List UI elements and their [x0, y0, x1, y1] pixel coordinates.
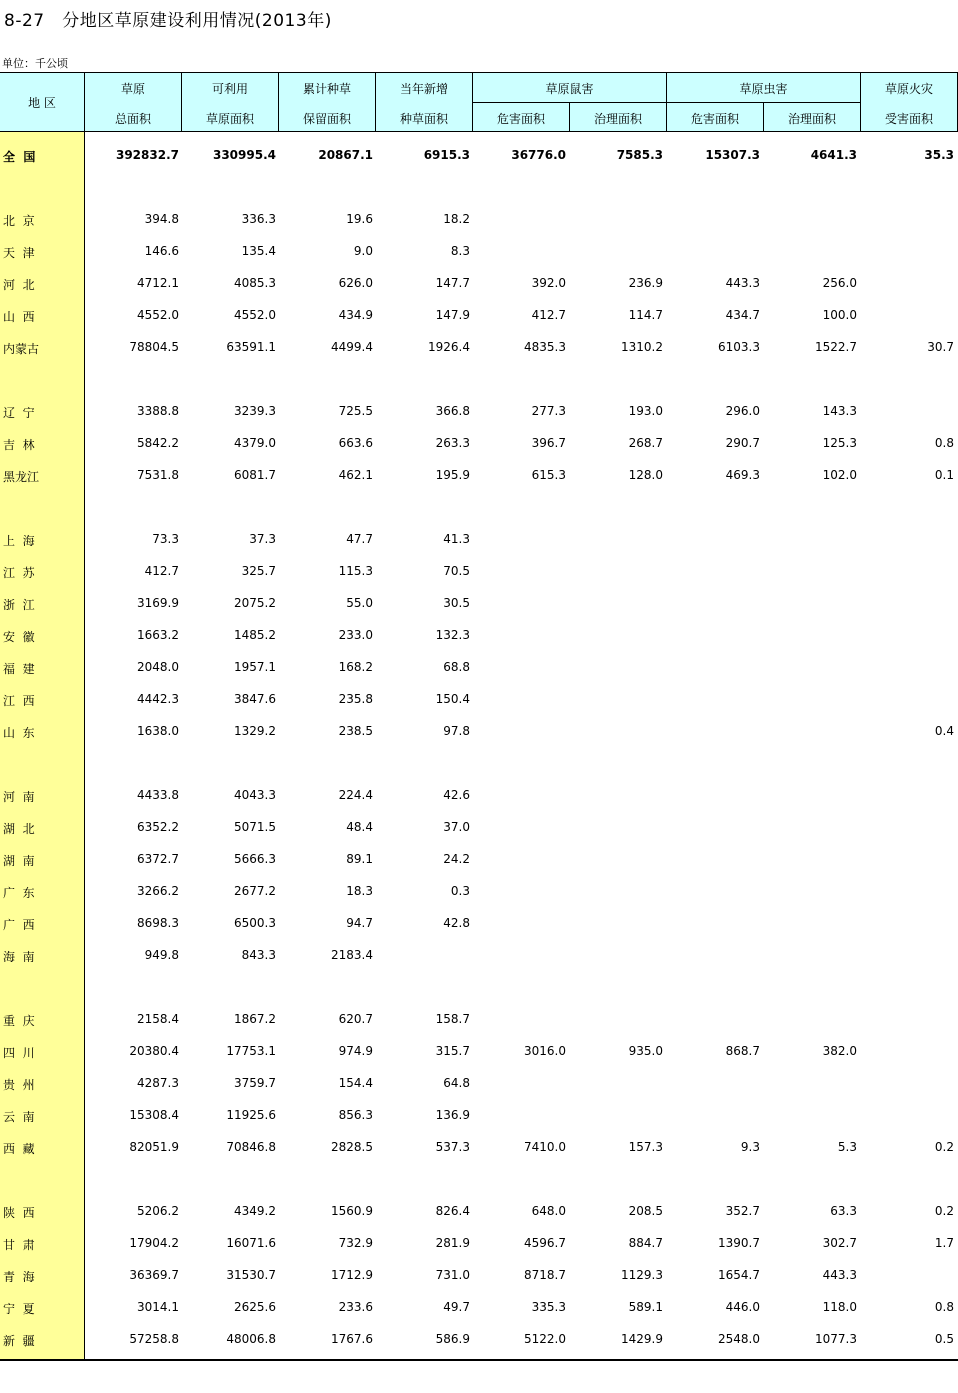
table-cell: 37.0: [443, 820, 470, 834]
table-cell: 30.7: [927, 340, 954, 354]
table-cell: 648.0: [531, 1204, 566, 1218]
table-cell: 136.9: [435, 1108, 470, 1122]
table-row: [0, 689, 958, 709]
table-cell: 626.0: [338, 276, 373, 290]
header-usable-area-sub: 草原面积: [205, 112, 254, 126]
table-cell: 18.2: [443, 212, 470, 226]
table-cell: 118.0: [822, 1300, 857, 1314]
table-cell: 1663.2: [137, 628, 179, 642]
table-cell: 114.7: [628, 308, 663, 322]
table-cell: 0.4: [934, 724, 954, 738]
header-insect-control: 治理面积: [787, 112, 836, 126]
region-column-background: [0, 72, 84, 1359]
table-cell: 8.3: [450, 244, 470, 258]
table-cell: 41.3: [443, 532, 470, 546]
region-name: 贵 州: [3, 1078, 35, 1092]
table-cell: 115.3: [338, 564, 373, 578]
table-row: [0, 561, 958, 581]
table-row: [0, 913, 958, 933]
table-row: [0, 337, 958, 357]
table-bottom-border: [0, 1359, 958, 1361]
table-row: [0, 625, 958, 645]
table-cell: 18.3: [346, 884, 373, 898]
table-cell: 336.3: [241, 212, 276, 226]
table-cell: 125.3: [822, 436, 857, 450]
table-cell: 102.0: [822, 468, 857, 482]
table-cell: 281.9: [435, 1236, 470, 1250]
table-cell: 4085.3: [234, 276, 276, 290]
table-cell: 3014.1: [137, 1300, 179, 1314]
table-cell: 1638.0: [137, 724, 179, 738]
table-cell: 157.3: [628, 1140, 663, 1154]
table-cell: 663.6: [338, 436, 373, 450]
region-name: 北 京: [3, 214, 35, 228]
table-cell: 392832.7: [115, 148, 179, 162]
table-cell: 150.4: [435, 692, 470, 706]
region-name: 内蒙古: [3, 342, 40, 356]
table-cell: 94.7: [346, 916, 373, 930]
table-cell: 731.0: [435, 1268, 470, 1282]
table-cell: 132.3: [435, 628, 470, 642]
table-cell: 4835.3: [524, 340, 566, 354]
table-cell: 6352.2: [137, 820, 179, 834]
table-cell: 366.8: [435, 404, 470, 418]
table-cell: 63591.1: [226, 340, 276, 354]
table-cell: 732.9: [338, 1236, 373, 1250]
table-cell: 434.7: [725, 308, 760, 322]
table-cell: 7410.0: [524, 1140, 566, 1154]
table-row: [0, 721, 958, 741]
region-name: 重 庆: [3, 1014, 35, 1028]
table-cell: 335.3: [531, 1300, 566, 1314]
table-row: [0, 945, 958, 965]
region-name: 云 南: [3, 1110, 35, 1124]
table-cell: 2158.4: [137, 1012, 179, 1026]
table-cell: 89.1: [346, 852, 373, 866]
table-cell: 9.0: [353, 244, 373, 258]
table-cell: 168.2: [338, 660, 373, 674]
table-row: [0, 1297, 958, 1317]
table-cell: 64.8: [443, 1076, 470, 1090]
table-cell: 620.7: [338, 1012, 373, 1026]
table-cell: 277.3: [531, 404, 566, 418]
table-row: [0, 209, 958, 229]
table-cell: 19.6: [346, 212, 373, 226]
table-cell: 443.3: [822, 1268, 857, 1282]
table-cell: 147.9: [435, 308, 470, 322]
region-name: 江 西: [3, 694, 35, 708]
region-name: 浙 江: [3, 598, 35, 612]
table-cell: 382.0: [822, 1044, 857, 1058]
table-cell: 63.3: [830, 1204, 857, 1218]
table-cell: 5666.3: [234, 852, 276, 866]
header-total-area-sub: 总面积: [114, 112, 151, 126]
table-cell: 55.0: [346, 596, 373, 610]
region-name: 甘 肃: [3, 1238, 35, 1252]
table-cell: 135.4: [241, 244, 276, 258]
table-cell: 935.0: [628, 1044, 663, 1058]
region-name: 广 西: [3, 918, 35, 932]
table-cell: 1957.1: [234, 660, 276, 674]
table-cell: 6372.7: [137, 852, 179, 866]
region-name: 山 东: [3, 726, 35, 740]
table-cell: 263.3: [435, 436, 470, 450]
table-cell: 158.7: [435, 1012, 470, 1026]
table-cell: 15307.3: [705, 148, 760, 162]
table-cell: 394.8: [144, 212, 179, 226]
table-cell: 4379.0: [234, 436, 276, 450]
table-row: [0, 1009, 958, 1029]
table-cell: 0.1: [934, 468, 954, 482]
table-cell: 412.7: [144, 564, 179, 578]
table-cell: 82051.9: [129, 1140, 179, 1154]
table-cell: 235.8: [338, 692, 373, 706]
table-cell: 42.8: [443, 916, 470, 930]
table-cell: 37.3: [249, 532, 276, 546]
region-name: 吉 林: [3, 438, 35, 452]
table-cell: 4641.3: [810, 148, 857, 162]
table-cell: 4433.8: [137, 788, 179, 802]
table-cell: 8698.3: [137, 916, 179, 930]
table-cell: 256.0: [822, 276, 857, 290]
table-row: [0, 657, 958, 677]
table-row: [0, 1137, 958, 1157]
header-planted-retained-sub: 保留面积: [302, 112, 351, 126]
table-cell: 302.7: [822, 1236, 857, 1250]
header-region: 地 区: [28, 96, 56, 110]
table-cell: 3759.7: [234, 1076, 276, 1090]
region-name: 新 疆: [3, 1334, 35, 1348]
table-cell: 3239.3: [234, 404, 276, 418]
table-cell: 17904.2: [129, 1236, 179, 1250]
table-row: [0, 273, 958, 293]
region-name: 黑龙江: [3, 470, 40, 484]
header-fire: 草原火灾: [884, 82, 933, 96]
table-cell: 1329.2: [234, 724, 276, 738]
table-cell: 1.7: [934, 1236, 954, 1250]
table-cell: 36369.7: [129, 1268, 179, 1282]
header-total-area: 草原: [120, 82, 145, 96]
region-name: 安 徽: [3, 630, 35, 644]
table-row: [0, 1265, 958, 1285]
table-cell: 35.3: [924, 148, 954, 162]
table-cell: 2677.2: [234, 884, 276, 898]
table-cell: 5206.2: [137, 1204, 179, 1218]
table-row: [0, 241, 958, 261]
table-cell: 3169.9: [137, 596, 179, 610]
table-cell: 48.4: [346, 820, 373, 834]
table-cell: 3847.6: [234, 692, 276, 706]
table-cell: 208.5: [628, 1204, 663, 1218]
table-cell: 826.4: [435, 1204, 470, 1218]
region-name: 河 南: [3, 790, 35, 804]
table-cell: 36776.0: [511, 148, 566, 162]
table-row: [0, 1041, 958, 1061]
header-rodent-damage: 危害面积: [496, 112, 545, 126]
table-cell: 70846.8: [226, 1140, 276, 1154]
table-cell: 268.7: [628, 436, 663, 450]
table-cell: 462.1: [338, 468, 373, 482]
table-cell: 30.5: [443, 596, 470, 610]
table-cell: 11925.6: [226, 1108, 276, 1122]
table-cell: 3266.2: [137, 884, 179, 898]
table-cell: 1485.2: [234, 628, 276, 642]
table-row: [0, 881, 958, 901]
header-usable-area: 可利用: [211, 82, 248, 96]
table-cell: 147.7: [435, 276, 470, 290]
table-cell: 1077.3: [815, 1332, 857, 1346]
table-cell: 589.1: [628, 1300, 663, 1314]
table-cell: 154.4: [338, 1076, 373, 1090]
table-row: [0, 1201, 958, 1221]
table-cell: 434.9: [338, 308, 373, 322]
header-new-planted: 当年新增: [399, 82, 448, 96]
table-row: [0, 785, 958, 805]
table-cell: 97.8: [443, 724, 470, 738]
table-cell: 224.4: [338, 788, 373, 802]
table-cell: 296.0: [725, 404, 760, 418]
table-row: [0, 593, 958, 613]
table-row: [0, 1233, 958, 1253]
table-cell: 6500.3: [234, 916, 276, 930]
table-cell: 615.3: [531, 468, 566, 482]
table-cell: 0.8: [934, 436, 954, 450]
table-cell: 2075.2: [234, 596, 276, 610]
table-cell: 392.0: [531, 276, 566, 290]
table-cell: 1310.2: [621, 340, 663, 354]
table-cell: 146.6: [144, 244, 179, 258]
region-name: 天 津: [3, 246, 35, 260]
header-rodent-control: 治理面积: [593, 112, 642, 126]
table-row: [0, 305, 958, 325]
table-cell: 238.5: [338, 724, 373, 738]
table-cell: 8718.7: [524, 1268, 566, 1282]
header-planted-retained: 累计种草: [302, 82, 351, 96]
region-name: 海 南: [3, 950, 35, 964]
region-name: 四 川: [3, 1046, 35, 1060]
table-cell: 233.6: [338, 1300, 373, 1314]
table-cell: 2625.6: [234, 1300, 276, 1314]
table-cell: 6081.7: [234, 468, 276, 482]
header-new-planted-sub: 种草面积: [399, 112, 448, 126]
table-cell: 70.5: [443, 564, 470, 578]
table-cell: 73.3: [152, 532, 179, 546]
region-name: 陕 西: [3, 1206, 35, 1220]
table-cell: 412.7: [531, 308, 566, 322]
table-cell: 974.9: [338, 1044, 373, 1058]
table-cell: 1390.7: [718, 1236, 760, 1250]
table-cell: 1560.9: [331, 1204, 373, 1218]
table-row: [0, 817, 958, 837]
table-cell: 446.0: [725, 1300, 760, 1314]
table-cell: 5122.0: [524, 1332, 566, 1346]
table-cell: 31530.7: [226, 1268, 276, 1282]
table-cell: 2828.5: [331, 1140, 373, 1154]
table-cell: 4287.3: [137, 1076, 179, 1090]
region-name: 湖 北: [3, 822, 35, 836]
table-cell: 843.3: [241, 948, 276, 962]
table-cell: 57258.8: [129, 1332, 179, 1346]
table-cell: 0.8: [934, 1300, 954, 1314]
table-cell: 725.5: [338, 404, 373, 418]
table-cell: 868.7: [725, 1044, 760, 1058]
region-name: 江 苏: [3, 566, 35, 580]
table-cell: 49.7: [443, 1300, 470, 1314]
table-cell: 1867.2: [234, 1012, 276, 1026]
table-cell: 325.7: [241, 564, 276, 578]
table-cell: 0.5: [934, 1332, 954, 1346]
table-cell: 3016.0: [524, 1044, 566, 1058]
table-row: [0, 433, 958, 453]
table-cell: 330995.4: [212, 148, 276, 162]
region-name: 湖 南: [3, 854, 35, 868]
table-row: [0, 401, 958, 421]
table-cell: 4043.3: [234, 788, 276, 802]
table-cell: 128.0: [628, 468, 663, 482]
region-name: 宁 夏: [3, 1302, 35, 1316]
table-cell: 143.3: [822, 404, 857, 418]
region-name: 山 西: [3, 310, 35, 324]
table-row: [0, 529, 958, 549]
table-cell: 1767.6: [331, 1332, 373, 1346]
table-cell: 4349.2: [234, 1204, 276, 1218]
table-cell: 949.8: [144, 948, 179, 962]
table-cell: 1429.9: [621, 1332, 663, 1346]
table-cell: 6915.3: [423, 148, 470, 162]
region-name: 全 国: [3, 150, 36, 164]
table-cell: 0.2: [934, 1204, 954, 1218]
region-name: 西 藏: [3, 1142, 35, 1156]
table-cell: 236.9: [628, 276, 663, 290]
region-name: 广 东: [3, 886, 35, 900]
header-bottom-border: [0, 131, 958, 132]
table-cell: 315.7: [435, 1044, 470, 1058]
table-cell: 537.3: [435, 1140, 470, 1154]
table-cell: 7531.8: [137, 468, 179, 482]
table-row: [0, 1329, 958, 1349]
table-cell: 4596.7: [524, 1236, 566, 1250]
header-insect-damage: 危害面积: [690, 112, 739, 126]
table-cell: 78804.5: [129, 340, 179, 354]
table-cell: 68.8: [443, 660, 470, 674]
table-cell: 1926.4: [428, 340, 470, 354]
table-cell: 4712.1: [137, 276, 179, 290]
table-cell: 5071.5: [234, 820, 276, 834]
table-cell: 9.3: [740, 1140, 760, 1154]
table-cell: 6103.3: [718, 340, 760, 354]
table-cell: 5842.2: [137, 436, 179, 450]
table-cell: 0.2: [934, 1140, 954, 1154]
table-row: [0, 849, 958, 869]
table-row: [0, 465, 958, 485]
region-name: 福 建: [3, 662, 35, 676]
table-cell: 2048.0: [137, 660, 179, 674]
table-cell: 5.3: [837, 1140, 857, 1154]
region-column-border: [84, 72, 85, 1360]
region-name: 河 北: [3, 278, 35, 292]
region-name: 辽 宁: [3, 406, 35, 420]
page-title: 8-27 分地区草原建设利用情况(2013年): [4, 11, 332, 31]
table-cell: 195.9: [435, 468, 470, 482]
header-top-border: [0, 72, 958, 73]
table-row: [0, 1105, 958, 1125]
region-name: 青 海: [3, 1270, 35, 1284]
table-cell: 7585.3: [616, 148, 663, 162]
table-cell: 884.7: [628, 1236, 663, 1250]
table-cell: 290.7: [725, 436, 760, 450]
table-cell: 586.9: [435, 1332, 470, 1346]
table-cell: 469.3: [725, 468, 760, 482]
table-cell: 48006.8: [226, 1332, 276, 1346]
table-cell: 3388.8: [137, 404, 179, 418]
table-cell: 0.3: [450, 884, 470, 898]
table-cell: 352.7: [725, 1204, 760, 1218]
table-cell: 233.0: [338, 628, 373, 642]
table-cell: 16071.6: [226, 1236, 276, 1250]
table-cell: 443.3: [725, 276, 760, 290]
table-cell: 856.3: [338, 1108, 373, 1122]
header-insect-group: 草原虫害: [739, 82, 788, 96]
table-cell: 24.2: [443, 852, 470, 866]
table-cell: 15308.4: [129, 1108, 179, 1122]
table-cell: 193.0: [628, 404, 663, 418]
table-cell: 1654.7: [718, 1268, 760, 1282]
table-cell: 1712.9: [331, 1268, 373, 1282]
table-cell: 1129.3: [621, 1268, 663, 1282]
table-cell: 20867.1: [318, 148, 373, 162]
table-cell: 4499.4: [331, 340, 373, 354]
table-cell: 2183.4: [331, 948, 373, 962]
table-cell: 4442.3: [137, 692, 179, 706]
table-cell: 2548.0: [718, 1332, 760, 1346]
table-cell: 47.7: [346, 532, 373, 546]
table-cell: 100.0: [822, 308, 857, 322]
table-cell: 1522.7: [815, 340, 857, 354]
table-cell: 4552.0: [137, 308, 179, 322]
table-cell: 20380.4: [129, 1044, 179, 1058]
table-cell: 396.7: [531, 436, 566, 450]
table-cell: 17753.1: [226, 1044, 276, 1058]
header-rodent-group: 草原鼠害: [545, 82, 594, 96]
region-name: 上 海: [3, 534, 35, 548]
table-cell: 42.6: [443, 788, 470, 802]
table-row: [0, 1073, 958, 1093]
unit-label: 单位：千公顷: [2, 57, 68, 70]
header-fire-sub: 受害面积: [884, 112, 933, 126]
table-row-national-total: [0, 145, 958, 165]
table-cell: 4552.0: [234, 308, 276, 322]
